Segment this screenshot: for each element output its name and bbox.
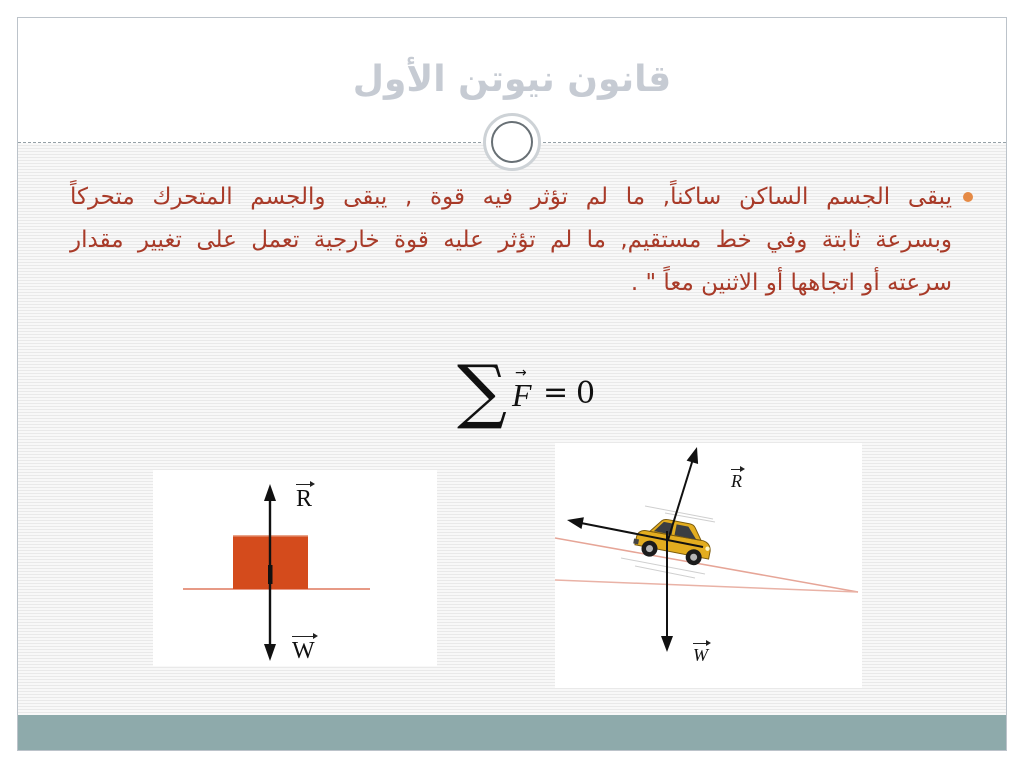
ring-ornament-icon bbox=[483, 113, 541, 171]
motion-streak bbox=[635, 566, 695, 578]
equals-sign: = bbox=[543, 375, 569, 410]
weight-label: W bbox=[693, 645, 708, 665]
net-force-formula bbox=[455, 352, 605, 442]
footer-bar bbox=[18, 715, 1006, 750]
weight-label: W bbox=[292, 638, 315, 664]
weight-arrowhead bbox=[661, 636, 673, 652]
car-bumper bbox=[633, 539, 639, 545]
figure-car-on-incline bbox=[555, 443, 862, 688]
incline-diagram bbox=[555, 443, 862, 688]
slide-title: قانون نيوتن الأول bbox=[352, 59, 672, 100]
normal-force-label: R bbox=[296, 486, 313, 512]
horizontal-ground bbox=[555, 580, 858, 592]
bullet-line-2: وبسرعة ثابتة وفي خط مستقيم, ما لم تؤثر عليه قوة خارجية تعمل على تغيير مقدار bbox=[70, 227, 952, 253]
normal-force-label: R bbox=[731, 471, 742, 491]
force-variable: F bbox=[512, 377, 532, 413]
bullet-line-3: سرعته أو اتجاهها أو الاثنين معاً " . bbox=[630, 270, 952, 296]
contact-marker bbox=[268, 565, 273, 584]
motion-streak bbox=[645, 506, 713, 519]
bullet-paragraph bbox=[70, 176, 952, 305]
vector-arrow-icon: → bbox=[515, 365, 527, 381]
sum-symbol: ∑ bbox=[457, 350, 507, 432]
bullet-dot-icon bbox=[963, 192, 973, 202]
formula-rhs: 0 bbox=[576, 376, 596, 411]
normal-force-arrowhead bbox=[264, 484, 276, 501]
ring-ornament-inner bbox=[491, 121, 533, 163]
figure-block-on-ground bbox=[153, 470, 437, 666]
weight-arrowhead bbox=[264, 644, 276, 661]
bullet-line-1: يبقى الجسم الساكن ساكناً, ما لم تؤثر فيه قوة , يبقى والجسم المتحرك متحركاً bbox=[70, 184, 952, 210]
normal-force-arrowhead bbox=[687, 447, 699, 464]
friction-arrowhead bbox=[567, 517, 584, 529]
